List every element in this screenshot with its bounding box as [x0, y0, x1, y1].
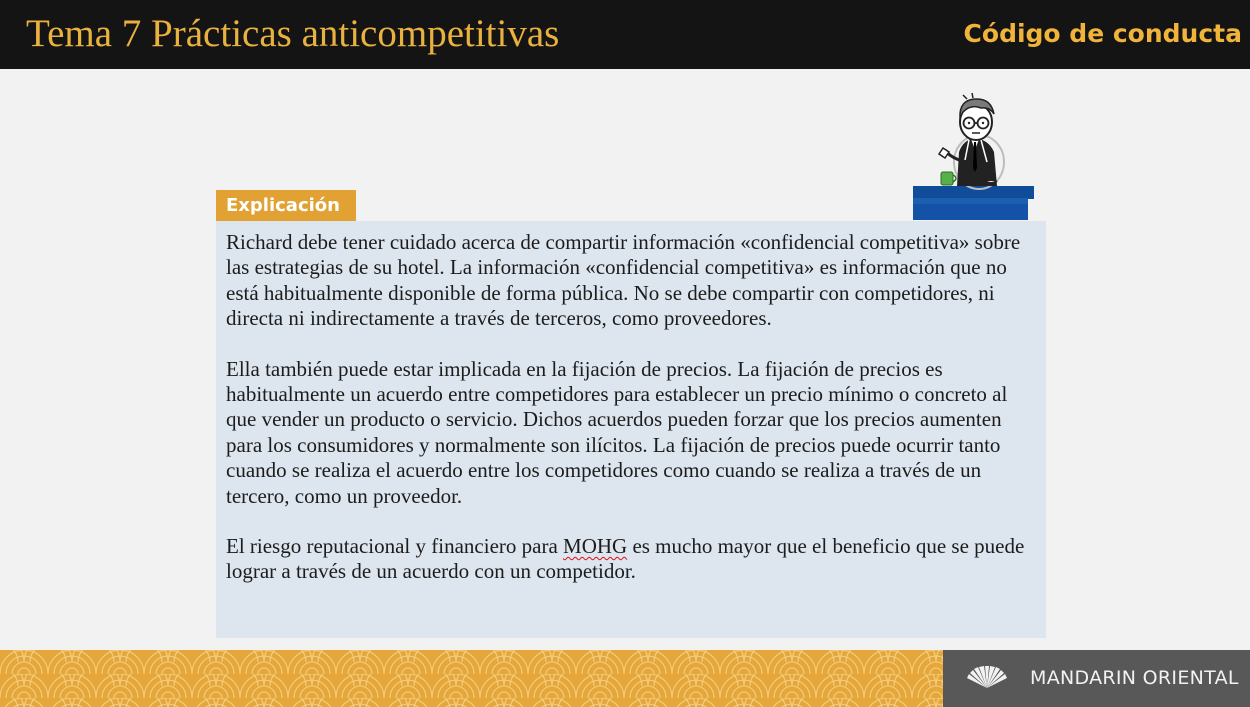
fan-pattern-band: [0, 650, 943, 707]
brand-name: MANDARIN ORIENTAL: [1030, 667, 1239, 689]
explanation-panel: [216, 221, 1046, 638]
explanation-paragraph: Richard debe tener cuidado acerca de compartir información «confidencial competitiva» sobre las estrategias de su hotel. La información «confidencial competitiva» es información que no está habitualmente disponible de forma pública. No se debe compartir con competidores, ni directa ni indirectamente a través de terceros, como proveedores.: [226, 230, 1021, 331]
paragraph-text-start: El riesgo reputacional y financiero para: [226, 534, 564, 559]
businessman-at-desk-icon: [905, 90, 1045, 222]
fan-logo-icon: [965, 666, 1009, 690]
explanation-label: Explicación: [216, 190, 356, 221]
explanation-paragraph: Ella también puede estar implicada en la fijación de precios. La fijación de precios es habitualmente un acuerdo entre competidores para establecer un precio mínimo o concreto al que vender un producto o servicio. Dichos acuerdos pueden forzar que los precios aumenten para los consumidores y normalmente son ilícitos. La fijación de precios puede ocurrir tanto cuando se realiza el acuerdo entre los competidores como cuando se realiza a través de un tercero, como un proveedor.: [226, 356, 1008, 508]
spellcheck-flagged-word[interactable]: MOHG: [563, 534, 628, 559]
footer-bar: [0, 650, 1250, 707]
paragraph-text-end: es mucho mayor que el beneficio que se puede lograr a través de un acuerdo con un competidor.: [226, 534, 1025, 584]
slide-title: Tema 7 Prácticas anticompetitivas: [26, 12, 560, 55]
header-bar: [0, 0, 1250, 69]
explanation-paragraph: [226, 534, 1038, 585]
slide-subtitle: Código de conducta: [963, 19, 1242, 48]
brand-block: [943, 650, 1250, 707]
